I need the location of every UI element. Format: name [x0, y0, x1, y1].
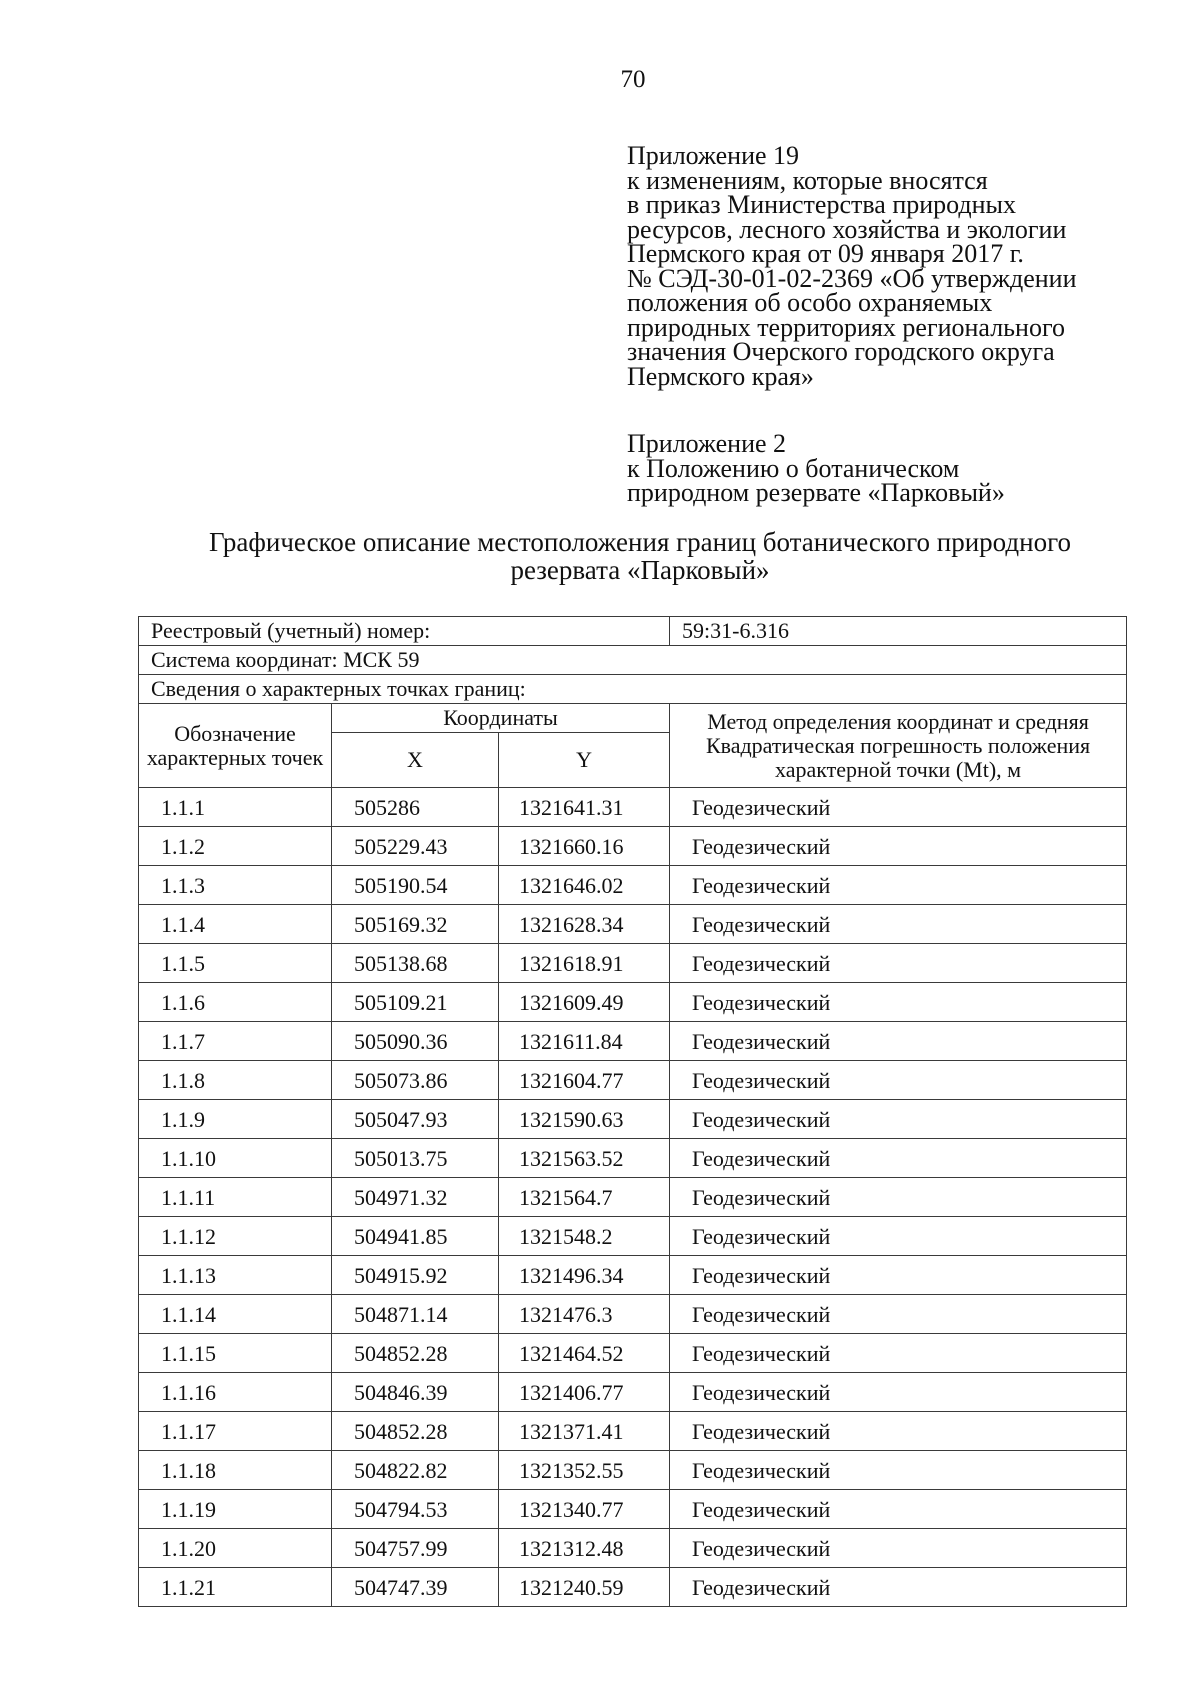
- table-row: [139, 1412, 1127, 1451]
- point-id-cell: 1.1.11: [139, 1178, 332, 1217]
- x-coordinate-cell: 505169.32: [332, 905, 499, 944]
- x-coordinate-cell: 505013.75: [332, 1139, 499, 1178]
- x-coordinate-cell: 505190.54: [332, 866, 499, 905]
- title-line: Графическое описание местоположения границ ботанического природного: [209, 527, 1071, 557]
- table-row: [139, 1568, 1127, 1607]
- point-id-cell: 1.1.19: [139, 1490, 332, 1529]
- x-coordinate-cell: 504871.14: [332, 1295, 499, 1334]
- method-cell: Геодезический: [670, 1139, 1127, 1178]
- point-id-cell: 1.1.4: [139, 905, 332, 944]
- point-id-cell: 1.1.8: [139, 1061, 332, 1100]
- table-row: [139, 1022, 1127, 1061]
- point-id-cell: 1.1.21: [139, 1568, 332, 1607]
- table-row: [139, 1217, 1127, 1256]
- header-x: X: [332, 733, 499, 788]
- y-coordinate-cell: 1321464.52: [499, 1334, 670, 1373]
- y-coordinate-cell: 1321496.34: [499, 1256, 670, 1295]
- point-id-cell: 1.1.2: [139, 827, 332, 866]
- x-coordinate-cell: 504747.39: [332, 1568, 499, 1607]
- y-coordinate-cell: 1321660.16: [499, 827, 670, 866]
- method-cell: Геодезический: [670, 1061, 1127, 1100]
- x-coordinate-cell: 505073.86: [332, 1061, 499, 1100]
- method-cell: Геодезический: [670, 1568, 1127, 1607]
- table-row: [139, 1295, 1127, 1334]
- table-row: [139, 788, 1127, 827]
- coordinates-table: [138, 616, 1127, 1607]
- point-id-cell: 1.1.3: [139, 866, 332, 905]
- method-cell: Геодезический: [670, 944, 1127, 983]
- appendix-line: к Положению о ботаническом: [627, 453, 960, 483]
- table-row: [139, 1100, 1127, 1139]
- registry-value: 59:31-6.316: [670, 617, 1127, 646]
- registry-label: Реестровый (учетный) номер:: [139, 617, 670, 646]
- point-id-cell: 1.1.15: [139, 1334, 332, 1373]
- coord-system: Система координат: МСК 59: [139, 646, 1127, 675]
- table-row: [139, 905, 1127, 944]
- appendix-2-header: [627, 429, 1147, 507]
- page-number: 70: [620, 66, 646, 93]
- y-coordinate-cell: 1321628.34: [499, 905, 670, 944]
- points-info: Сведения о характерных точках границ:: [139, 675, 1127, 704]
- y-coordinate-cell: 1321611.84: [499, 1022, 670, 1061]
- method-cell: Геодезический: [670, 1529, 1127, 1568]
- table-row: [139, 1061, 1127, 1100]
- appendix-line: в приказ Министерства природных: [627, 190, 1017, 219]
- y-coordinate-cell: 1321406.77: [499, 1373, 670, 1412]
- header-row: [139, 704, 1127, 733]
- appendix-line: значения Очерского городского округа: [627, 337, 1055, 366]
- point-id-cell: 1.1.5: [139, 944, 332, 983]
- appendix-line: Приложение 2: [627, 429, 787, 458]
- appendix-line: природных территориях регионального: [627, 312, 1065, 342]
- y-coordinate-cell: 1321563.52: [499, 1139, 670, 1178]
- method-cell: Геодезический: [670, 1490, 1127, 1529]
- table-row: [139, 1334, 1127, 1373]
- x-coordinate-cell: 504846.39: [332, 1373, 499, 1412]
- table-row: [139, 1373, 1127, 1412]
- table-row: [139, 1529, 1127, 1568]
- appendix-line: Пермского края»: [627, 361, 814, 391]
- appendix-line: Приложение 19: [627, 141, 800, 170]
- method-cell: Геодезический: [670, 905, 1127, 944]
- table-body: [139, 788, 1127, 1607]
- y-coordinate-cell: 1321476.3: [499, 1295, 670, 1334]
- method-cell: Геодезический: [670, 1217, 1127, 1256]
- x-coordinate-cell: 505229.43: [332, 827, 499, 866]
- x-coordinate-cell: 504915.92: [332, 1256, 499, 1295]
- header-method: Метод определения координат и средняя Квадратическая погрешность положения характерной точки (Mt), м: [670, 704, 1127, 788]
- y-coordinate-cell: 1321646.02: [499, 866, 670, 905]
- title-line: резервата «Парковый»: [510, 555, 770, 585]
- point-id-cell: 1.1.1: [139, 788, 332, 827]
- method-cell: Геодезический: [670, 983, 1127, 1022]
- table-row: [139, 1490, 1127, 1529]
- table-row: [139, 866, 1127, 905]
- points-info-row: [139, 675, 1127, 704]
- method-cell: Геодезический: [670, 827, 1127, 866]
- appendix-line: природном резервате «Парковый»: [627, 478, 1005, 507]
- point-id-cell: 1.1.7: [139, 1022, 332, 1061]
- x-coordinate-cell: 505090.36: [332, 1022, 499, 1061]
- coord-system-row: [139, 646, 1127, 675]
- appendix-line: положения об особо охраняемых: [627, 288, 993, 317]
- point-id-cell: 1.1.13: [139, 1256, 332, 1295]
- header-point: Обозначение характерных точек: [139, 704, 332, 788]
- method-cell: Геодезический: [670, 1295, 1127, 1334]
- y-coordinate-cell: 1321371.41: [499, 1412, 670, 1451]
- method-cell: Геодезический: [670, 1100, 1127, 1139]
- table-row: [139, 1256, 1127, 1295]
- point-id-cell: 1.1.18: [139, 1451, 332, 1490]
- y-coordinate-cell: 1321548.2: [499, 1217, 670, 1256]
- table-row: [139, 1178, 1127, 1217]
- y-coordinate-cell: 1321312.48: [499, 1529, 670, 1568]
- x-coordinate-cell: 504822.82: [332, 1451, 499, 1490]
- x-coordinate-cell: 504794.53: [332, 1490, 499, 1529]
- method-cell: Геодезический: [670, 1334, 1127, 1373]
- registry-row: [139, 617, 1127, 646]
- point-id-cell: 1.1.10: [139, 1139, 332, 1178]
- point-id-cell: 1.1.12: [139, 1217, 332, 1256]
- x-coordinate-cell: 504852.28: [332, 1334, 499, 1373]
- header-coordinates: Координаты: [332, 704, 670, 733]
- method-cell: Геодезический: [670, 788, 1127, 827]
- x-coordinate-cell: 504852.28: [332, 1412, 499, 1451]
- method-cell: Геодезический: [670, 1022, 1127, 1061]
- point-id-cell: 1.1.6: [139, 983, 332, 1022]
- y-coordinate-cell: 1321590.63: [499, 1100, 670, 1139]
- table-row: [139, 944, 1127, 983]
- x-coordinate-cell: 505286: [332, 788, 499, 827]
- method-cell: Геодезический: [670, 866, 1127, 905]
- table-row: [139, 1139, 1127, 1178]
- method-cell: Геодезический: [670, 1451, 1127, 1490]
- document-title: [150, 528, 1130, 584]
- method-cell: Геодезический: [670, 1373, 1127, 1412]
- y-coordinate-cell: 1321564.7: [499, 1178, 670, 1217]
- x-coordinate-cell: 504941.85: [332, 1217, 499, 1256]
- y-coordinate-cell: 1321240.59: [499, 1568, 670, 1607]
- point-id-cell: 1.1.16: [139, 1373, 332, 1412]
- y-coordinate-cell: 1321641.31: [499, 788, 670, 827]
- x-coordinate-cell: 505109.21: [332, 983, 499, 1022]
- x-coordinate-cell: 505138.68: [332, 944, 499, 983]
- appendix-line: № СЭД-30-01-02-2369 «Об утверждении: [627, 263, 1077, 293]
- point-id-cell: 1.1.20: [139, 1529, 332, 1568]
- appendix-line: Пермского края от 09 января 2017 г.: [627, 239, 1024, 268]
- y-coordinate-cell: 1321352.55: [499, 1451, 670, 1490]
- appendix-line: ресурсов, лесного хозяйства и экологии: [627, 214, 1067, 244]
- appendix-line: к изменениям, которые вносятся: [627, 165, 988, 195]
- point-id-cell: 1.1.14: [139, 1295, 332, 1334]
- method-cell: Геодезический: [670, 1412, 1127, 1451]
- header-y: Y: [499, 733, 670, 788]
- y-coordinate-cell: 1321604.77: [499, 1061, 670, 1100]
- method-cell: Геодезический: [670, 1256, 1127, 1295]
- point-id-cell: 1.1.9: [139, 1100, 332, 1139]
- method-cell: Геодезический: [670, 1178, 1127, 1217]
- x-coordinate-cell: 504971.32: [332, 1178, 499, 1217]
- point-id-cell: 1.1.17: [139, 1412, 332, 1451]
- x-coordinate-cell: 504757.99: [332, 1529, 499, 1568]
- appendix-19-header: [627, 141, 1147, 391]
- table-row: [139, 983, 1127, 1022]
- table-row: [139, 1451, 1127, 1490]
- table-row: [139, 827, 1127, 866]
- y-coordinate-cell: 1321609.49: [499, 983, 670, 1022]
- x-coordinate-cell: 505047.93: [332, 1100, 499, 1139]
- y-coordinate-cell: 1321618.91: [499, 944, 670, 983]
- y-coordinate-cell: 1321340.77: [499, 1490, 670, 1529]
